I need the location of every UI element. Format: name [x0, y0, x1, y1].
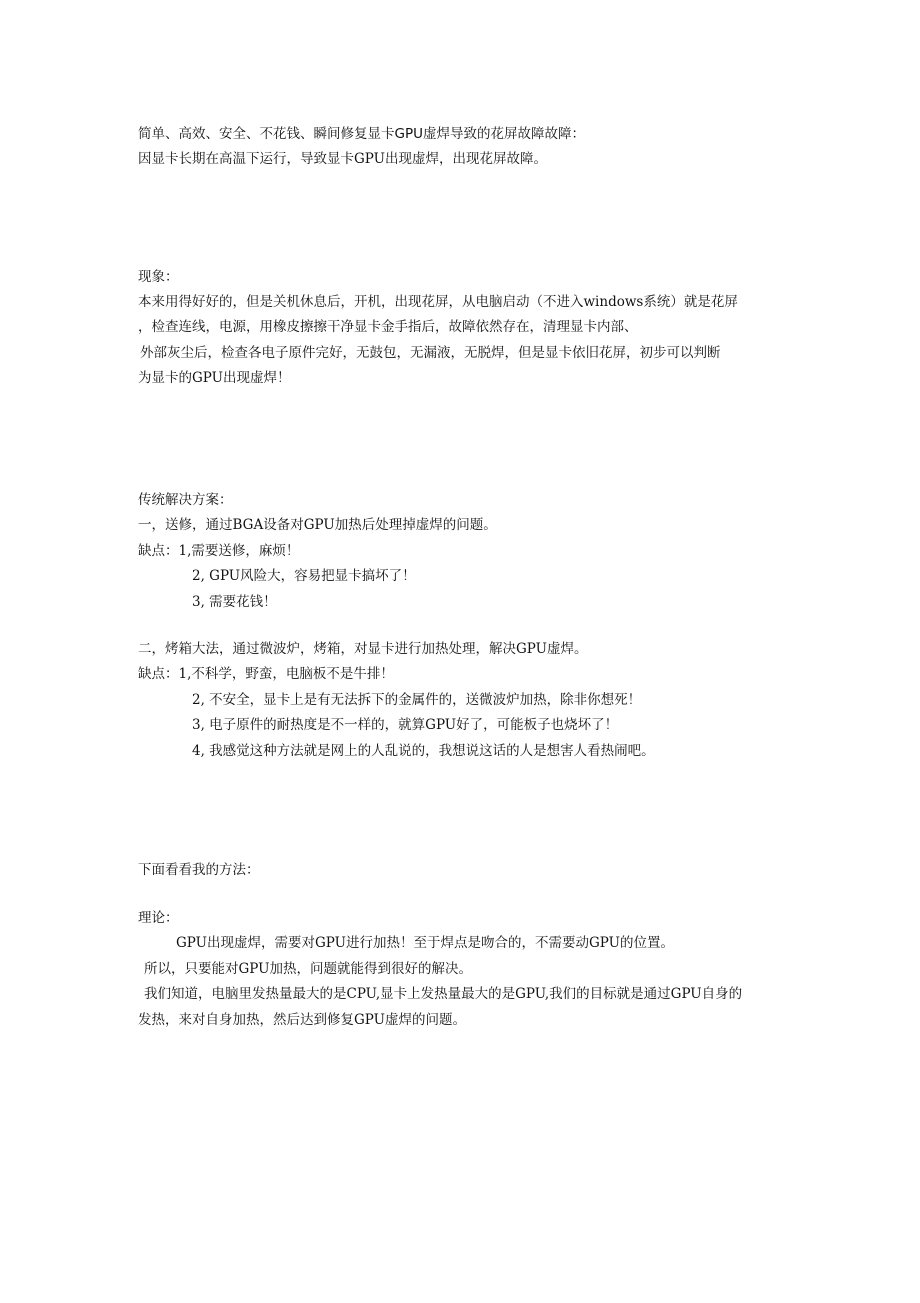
symptom-line: ，检查连线，电源，用橡皮擦擦干净显卡金手指后，故障依然存在，清理显卡内部、: [138, 319, 638, 335]
theory-line: 所以，只要能对GPU加热，问题就能得到很好的解决。: [144, 961, 473, 977]
my-method-heading: 下面看看我的方法：: [138, 862, 260, 878]
intro-title: 简单、高效、安全、不花钱、瞬间修复显卡GPU虚焊导致的花屏故障故障：: [138, 126, 585, 142]
symptom-line: 为显卡的GPU出现虚焊！: [138, 370, 291, 386]
option1-title: 一，送修，通过BGA设备对GPU加热后处理掉虚焊的问题。: [138, 517, 497, 533]
theory-heading: 理论：: [138, 910, 179, 926]
symptom-heading: 现象：: [138, 269, 179, 285]
symptom-line: 外部灰尘后，检查各电子原件完好，无鼓包，无漏液，无脱焊，但是显卡依旧花屏，初步可以判断: [140, 345, 721, 361]
option2-cons-first: 缺点：1,不科学，野蛮，电脑板不是牛排！: [138, 666, 394, 682]
option1-cons-first: 缺点：1,需要送修，麻烦！: [138, 543, 300, 559]
symptom-line: 本来用得好好的，但是关机休息后，开机，出现花屏，从电脑启动（不进入windows系统）就是花屏: [138, 294, 738, 310]
option2-cons-item: 4, 我感觉这种方法就是网上的人乱说的，我想说这话的人是想害人看热闹吧。: [192, 743, 655, 759]
traditional-heading: 传统解决方案：: [138, 492, 233, 508]
theory-line: GPU出现虚焊，需要对GPU进行加热！至于焊点是吻合的，不需要动GPU的位置。: [176, 935, 675, 951]
intro-cause: 因显卡长期在高温下运行，导致显卡GPU出现虚焊，出现花屏故障。: [138, 151, 548, 167]
theory-line: 发热，来对自身加热，然后达到修复GPU虚焊的问题。: [138, 1012, 467, 1028]
option1-cons-item: 3, 需要花钱！: [192, 594, 277, 610]
option1-cons-item: 2, GPU风险大，容易把显卡搞坏了！: [192, 568, 416, 584]
option2-cons-item: 2, 不安全，显卡上是有无法拆下的金属件的，送微波炉加热，除非你想死！: [192, 692, 642, 708]
option2-title: 二，烤箱大法，通过微波炉，烤箱，对显卡进行加热处理，解决GPU虚焊。: [138, 641, 588, 657]
option2-cons-item: 3, 电子原件的耐热度是不一样的，就算GPU好了，可能板子也烧坏了！: [192, 717, 619, 733]
theory-line: 我们知道，电脑里发热量最大的是CPU,显卡上发热量最大的是GPU,我们的目标就是通过GPU自身的: [144, 986, 743, 1002]
